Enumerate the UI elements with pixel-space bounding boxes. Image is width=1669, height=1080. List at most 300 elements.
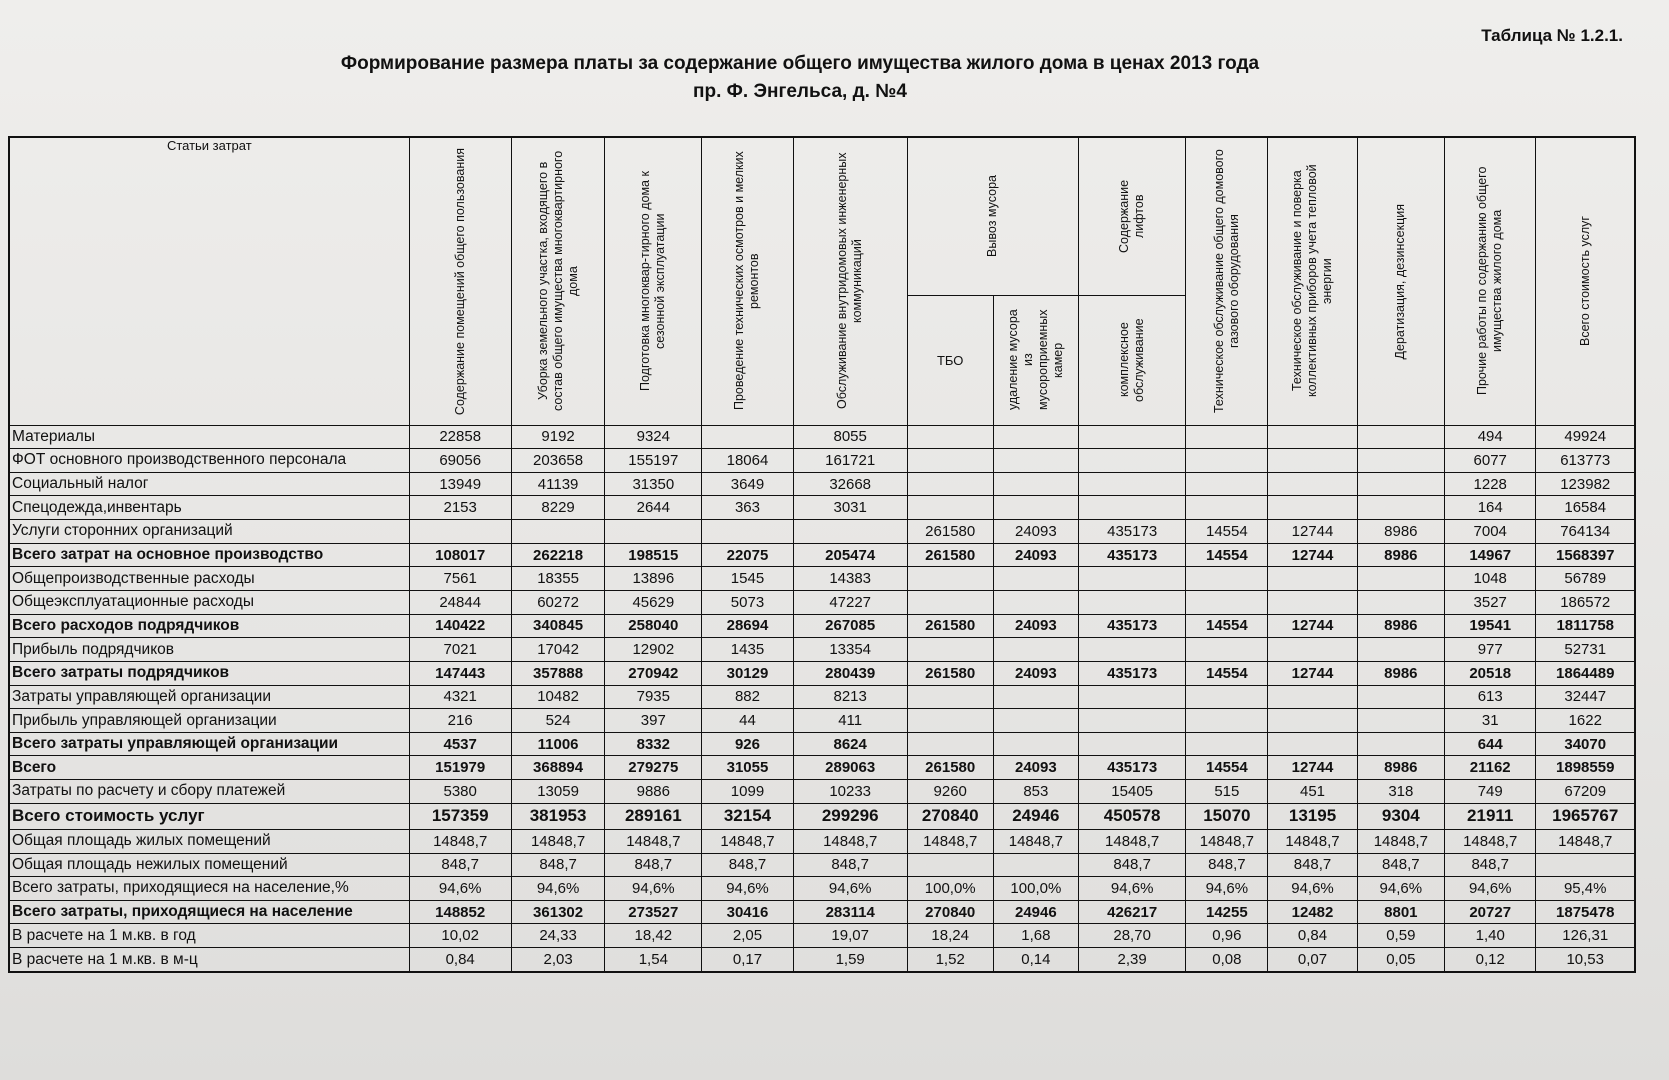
table-cell: 32154 — [702, 803, 794, 829]
header-lifts: Содержание лифтов — [1078, 137, 1185, 295]
table-row — [9, 709, 1635, 733]
table-cell — [1186, 638, 1268, 662]
table-cell: 24093 — [993, 614, 1078, 638]
table-cell: 2,05 — [702, 924, 794, 948]
table-cell: 1965767 — [1536, 803, 1635, 829]
table-cell — [511, 520, 605, 544]
table-cell — [907, 638, 993, 662]
title-line-2: пр. Ф. Энгельса, д. №4 — [693, 81, 907, 102]
table-cell: 22075 — [702, 543, 794, 567]
table-cell: 30129 — [702, 661, 794, 685]
table-cell — [1357, 496, 1444, 520]
table-cell — [1357, 472, 1444, 496]
table-cell: 0,84 — [1268, 924, 1357, 948]
table-cell: 161721 — [793, 449, 907, 473]
table-cell — [1078, 425, 1185, 449]
table-cell: 848,7 — [1078, 853, 1185, 877]
table-cell — [1357, 567, 1444, 591]
table-cell: 10233 — [793, 780, 907, 804]
table-cell: 9324 — [605, 425, 702, 449]
table-cell — [1078, 685, 1185, 709]
table-cell: 19,07 — [793, 924, 907, 948]
table-cell: 12902 — [605, 638, 702, 662]
table-cell: 17042 — [511, 638, 605, 662]
table-cell: 11006 — [511, 732, 605, 756]
table-cell: 270840 — [907, 900, 993, 924]
table-cell — [907, 853, 993, 877]
table-cell: 494 — [1444, 425, 1536, 449]
row-label: Всего затраты, приходящиеся на население — [9, 900, 409, 924]
table-cell: 12744 — [1268, 543, 1357, 567]
table-cell — [907, 496, 993, 520]
table-row — [9, 948, 1635, 972]
table-cell: 15070 — [1186, 803, 1268, 829]
table-cell: 10482 — [511, 685, 605, 709]
header-engineering: Обслуживание внутридомовых инженерных коммуникаций — [793, 137, 907, 425]
table-cell — [1078, 567, 1185, 591]
table-cell: 60272 — [511, 590, 605, 614]
table-cell: 361302 — [511, 900, 605, 924]
table-cell: 18,24 — [907, 924, 993, 948]
table-cell: 41139 — [511, 472, 605, 496]
table-cell: 279275 — [605, 756, 702, 780]
table-cell: 14848,7 — [907, 829, 993, 853]
table-number: Таблица № 1.2.1. — [1481, 26, 1623, 45]
row-label: Всего затрат на основное производство — [9, 543, 409, 567]
table-cell: 14848,7 — [702, 829, 794, 853]
table-cell: 155197 — [605, 449, 702, 473]
table-cell: 30416 — [702, 900, 794, 924]
header-deratization: Дератизация, дезинсекция — [1357, 137, 1444, 425]
table-cell: 14848,7 — [1186, 829, 1268, 853]
table-cell: 0,84 — [409, 948, 511, 972]
table-cell: 14554 — [1186, 756, 1268, 780]
row-label: Всего стоимость услуг — [9, 803, 409, 829]
table-cell: 21911 — [1444, 803, 1536, 829]
header-gas: Техническое обслуживание общего домового газового оборудования — [1186, 137, 1268, 425]
table-cell: 205474 — [793, 543, 907, 567]
table-cell: 14848,7 — [1536, 829, 1635, 853]
table-cell: 95,4% — [1536, 877, 1635, 901]
row-label: Прибыль подрядчиков — [9, 638, 409, 662]
table-cell: 848,7 — [793, 853, 907, 877]
table-cell: 3527 — [1444, 590, 1536, 614]
table-cell: 848,7 — [605, 853, 702, 877]
table-cell: 261580 — [907, 756, 993, 780]
table-cell: 1898559 — [1536, 756, 1635, 780]
table-cell: 267085 — [793, 614, 907, 638]
table-cell: 270840 — [907, 803, 993, 829]
table-cell: 0,05 — [1357, 948, 1444, 972]
table-cell — [1078, 709, 1185, 733]
header-land-cleaning: Уборка земельного участка, входящего в состав общего имущества многоквартирного дома — [511, 137, 605, 425]
table-cell: 848,7 — [1444, 853, 1536, 877]
table-cell — [1078, 449, 1185, 473]
table-cell — [1268, 496, 1357, 520]
table-cell — [1186, 449, 1268, 473]
row-label: Социальный налог — [9, 472, 409, 496]
table-cell: 164 — [1444, 496, 1536, 520]
table-cell: 363 — [702, 496, 794, 520]
header-items: Статьи затрат — [9, 137, 409, 425]
table-cell: 216 — [409, 709, 511, 733]
table-cell — [993, 685, 1078, 709]
table-cell: 5380 — [409, 780, 511, 804]
table-cell: 94,6% — [1078, 877, 1185, 901]
table-cell — [1186, 472, 1268, 496]
table-cell: 435173 — [1078, 661, 1185, 685]
table-cell: 381953 — [511, 803, 605, 829]
table-cell: 14255 — [1186, 900, 1268, 924]
table-cell: 14554 — [1186, 520, 1268, 544]
table-cell: 411 — [793, 709, 907, 733]
table-cell: 289161 — [605, 803, 702, 829]
row-label: Услуги сторонних организаций — [9, 520, 409, 544]
table-cell — [907, 425, 993, 449]
table-row — [9, 877, 1635, 901]
table-cell: 8332 — [605, 732, 702, 756]
table-cell: 31350 — [605, 472, 702, 496]
table-cell — [1357, 709, 1444, 733]
table-cell — [993, 449, 1078, 473]
table-cell — [1078, 638, 1185, 662]
header-garbage: Вывоз мусора — [907, 137, 1078, 295]
table-cell: 28,70 — [1078, 924, 1185, 948]
table-cell: 764134 — [1536, 520, 1635, 544]
table-cell: 882 — [702, 685, 794, 709]
table-cell: 0,17 — [702, 948, 794, 972]
table-cell: 157359 — [409, 803, 511, 829]
table-cell: 31055 — [702, 756, 794, 780]
table-cell — [907, 567, 993, 591]
row-label: В расчете на 1 м.кв. в м-ц — [9, 948, 409, 972]
table-row — [9, 853, 1635, 877]
table-cell: 4321 — [409, 685, 511, 709]
table-cell: 1864489 — [1536, 661, 1635, 685]
table-cell: 24,33 — [511, 924, 605, 948]
table-cell: 283114 — [793, 900, 907, 924]
table-cell: 126,31 — [1536, 924, 1635, 948]
table-cell: 10,53 — [1536, 948, 1635, 972]
table-cell — [993, 496, 1078, 520]
table-cell: 1,68 — [993, 924, 1078, 948]
row-label: Всего затраты управляющей организации — [9, 732, 409, 756]
table-cell: 451 — [1268, 780, 1357, 804]
table-cell: 644 — [1444, 732, 1536, 756]
table-cell: 94,6% — [793, 877, 907, 901]
table-row — [9, 900, 1635, 924]
table-cell: 18,42 — [605, 924, 702, 948]
table-cell: 435173 — [1078, 543, 1185, 567]
table-cell: 12744 — [1268, 520, 1357, 544]
table-cell: 3649 — [702, 472, 794, 496]
table-cell — [993, 732, 1078, 756]
table-cell: 1622 — [1536, 709, 1635, 733]
table-cell — [1186, 496, 1268, 520]
table-cell: 123982 — [1536, 472, 1635, 496]
table-cell: 12744 — [1268, 614, 1357, 638]
table-cell — [993, 425, 1078, 449]
table-cell: 31 — [1444, 709, 1536, 733]
row-label: Затраты по расчету и сбору платежей — [9, 780, 409, 804]
table-cell: 280439 — [793, 661, 907, 685]
table-cell: 435173 — [1078, 614, 1185, 638]
table-cell: 340845 — [511, 614, 605, 638]
table-cell: 8229 — [511, 496, 605, 520]
table-cell — [1536, 853, 1635, 877]
table-row — [9, 780, 1635, 804]
table-cell: 1,54 — [605, 948, 702, 972]
table-cell: 14848,7 — [511, 829, 605, 853]
table-cell — [1268, 590, 1357, 614]
table-cell: 20727 — [1444, 900, 1536, 924]
table-cell: 49924 — [1536, 425, 1635, 449]
table-cell: 14554 — [1186, 543, 1268, 567]
table-cell: 14848,7 — [993, 829, 1078, 853]
table-cell: 9886 — [605, 780, 702, 804]
table-cell — [993, 853, 1078, 877]
table-cell — [1186, 590, 1268, 614]
table-cell: 14848,7 — [1268, 829, 1357, 853]
table-cell — [1268, 732, 1357, 756]
table-cell: 94,6% — [511, 877, 605, 901]
table-cell: 848,7 — [1357, 853, 1444, 877]
table-cell: 47227 — [793, 590, 907, 614]
table-cell — [993, 638, 1078, 662]
table-cell: 273527 — [605, 900, 702, 924]
table-row — [9, 520, 1635, 544]
table-cell: 15405 — [1078, 780, 1185, 804]
table-cell: 524 — [511, 709, 605, 733]
table-cell: 435173 — [1078, 756, 1185, 780]
table-cell: 262218 — [511, 543, 605, 567]
table-cell: 203658 — [511, 449, 605, 473]
table-row — [9, 590, 1635, 614]
table-cell: 4537 — [409, 732, 511, 756]
table-cell: 94,6% — [605, 877, 702, 901]
row-label: Спецодежда,инвентарь — [9, 496, 409, 520]
table-row — [9, 496, 1635, 520]
table-cell — [1268, 472, 1357, 496]
table-cell — [907, 685, 993, 709]
table-cell: 357888 — [511, 661, 605, 685]
table-cell — [1357, 590, 1444, 614]
table-cell: 5073 — [702, 590, 794, 614]
table-cell: 19541 — [1444, 614, 1536, 638]
table-cell: 108017 — [409, 543, 511, 567]
header-heat-meters: Техническое обслуживание и поверка коллективных приборов учета тепловой энергии — [1268, 137, 1357, 425]
table-cell — [1357, 685, 1444, 709]
table-cell: 977 — [1444, 638, 1536, 662]
table-cell: 14848,7 — [1357, 829, 1444, 853]
table-cell: 94,6% — [1268, 877, 1357, 901]
table-cell: 853 — [993, 780, 1078, 804]
table-row — [9, 449, 1635, 473]
row-label: Общеэксплуатационные расходы — [9, 590, 409, 614]
table-cell: 21162 — [1444, 756, 1536, 780]
table-cell — [702, 520, 794, 544]
table-cell: 94,6% — [1186, 877, 1268, 901]
table-cell — [793, 520, 907, 544]
table-cell — [1186, 425, 1268, 449]
table-cell: 16584 — [1536, 496, 1635, 520]
table-cell: 12744 — [1268, 756, 1357, 780]
table-cell: 2,39 — [1078, 948, 1185, 972]
table-cell — [907, 709, 993, 733]
table-cell: 0,12 — [1444, 948, 1536, 972]
table-cell: 24093 — [993, 661, 1078, 685]
page-title — [230, 50, 1370, 106]
table-cell: 435173 — [1078, 520, 1185, 544]
table-cell: 2153 — [409, 496, 511, 520]
table-cell: 426217 — [1078, 900, 1185, 924]
table-cell: 261580 — [907, 543, 993, 567]
table-cell: 12482 — [1268, 900, 1357, 924]
table-cell: 0,08 — [1186, 948, 1268, 972]
table-cell: 8055 — [793, 425, 907, 449]
table-cell: 261580 — [907, 661, 993, 685]
table-cell: 18355 — [511, 567, 605, 591]
table-cell: 318 — [1357, 780, 1444, 804]
table-cell: 14967 — [1444, 543, 1536, 567]
table-cell: 261580 — [907, 520, 993, 544]
header-lifts-sub: комплексное обслуживание — [1078, 295, 1185, 425]
table-cell — [1357, 425, 1444, 449]
table-cell: 749 — [1444, 780, 1536, 804]
table-cell: 24093 — [993, 756, 1078, 780]
table-cell: 52731 — [1536, 638, 1635, 662]
table-cell: 1811758 — [1536, 614, 1635, 638]
table-cell — [1186, 567, 1268, 591]
table-cell: 20518 — [1444, 661, 1536, 685]
table-cell: 0,14 — [993, 948, 1078, 972]
table-cell: 1568397 — [1536, 543, 1635, 567]
table-cell: 13949 — [409, 472, 511, 496]
table-cell: 848,7 — [1268, 853, 1357, 877]
table-cell: 14848,7 — [605, 829, 702, 853]
table-cell: 1,40 — [1444, 924, 1536, 948]
table-cell: 32668 — [793, 472, 907, 496]
table-cell: 8213 — [793, 685, 907, 709]
table-cell — [1268, 449, 1357, 473]
table-cell: 94,6% — [1357, 877, 1444, 901]
table-cell: 613 — [1444, 685, 1536, 709]
header-other-works: Прочие работы по содержанию общего имущества жилого дома — [1444, 137, 1536, 425]
table-cell: 9192 — [511, 425, 605, 449]
table-cell: 848,7 — [409, 853, 511, 877]
table-cell: 9304 — [1357, 803, 1444, 829]
table-cell: 1435 — [702, 638, 794, 662]
table-cell: 848,7 — [511, 853, 605, 877]
table-cell: 8801 — [1357, 900, 1444, 924]
row-label: Затраты управляющей организации — [9, 685, 409, 709]
table-cell — [1268, 567, 1357, 591]
table-cell: 14383 — [793, 567, 907, 591]
table-row — [9, 924, 1635, 948]
table-cell: 926 — [702, 732, 794, 756]
table-cell: 848,7 — [1186, 853, 1268, 877]
header-tbo: ТБО — [907, 295, 993, 425]
row-label: Общая площадь жилых помещений — [9, 829, 409, 853]
table-cell — [993, 472, 1078, 496]
table-cell: 14848,7 — [793, 829, 907, 853]
table-cell — [993, 567, 1078, 591]
table-cell — [1268, 709, 1357, 733]
row-label: Всего расходов подрядчиков — [9, 614, 409, 638]
table-cell: 1,52 — [907, 948, 993, 972]
table-cell: 299296 — [793, 803, 907, 829]
table-cell: 7021 — [409, 638, 511, 662]
row-label: Всего — [9, 756, 409, 780]
table-cell: 140422 — [409, 614, 511, 638]
table-cell: 94,6% — [1444, 877, 1536, 901]
table-cell: 10,02 — [409, 924, 511, 948]
table-cell: 94,6% — [409, 877, 511, 901]
table-cell: 67209 — [1536, 780, 1635, 804]
table-cell — [1268, 685, 1357, 709]
table-cell: 6077 — [1444, 449, 1536, 473]
table-cell: 613773 — [1536, 449, 1635, 473]
table-row — [9, 685, 1635, 709]
table-cell — [1078, 732, 1185, 756]
table-cell: 2,03 — [511, 948, 605, 972]
row-label: ФОТ основного производственного персонала — [9, 449, 409, 473]
table-cell: 8986 — [1357, 614, 1444, 638]
header-seasonal-prep: Подготовка многоквар-тирного дома к сезонной эксплуатации — [605, 137, 702, 425]
header-chute: удаление мусора из мусороприемных камер — [993, 295, 1078, 425]
table-cell: 3031 — [793, 496, 907, 520]
table-cell: 261580 — [907, 614, 993, 638]
cost-table — [8, 136, 1636, 973]
table-cell: 14554 — [1186, 661, 1268, 685]
table-cell: 69056 — [409, 449, 511, 473]
table-row — [9, 803, 1635, 829]
table-cell — [605, 520, 702, 544]
header-inspections: Проведение технических осмотров и мелких ремонтов — [702, 137, 794, 425]
header-common-areas: Содержание помещений общего пользования — [409, 137, 511, 425]
table-cell — [1357, 732, 1444, 756]
table-cell: 515 — [1186, 780, 1268, 804]
table-cell: 148852 — [409, 900, 511, 924]
table-cell: 44 — [702, 709, 794, 733]
table-cell — [1268, 638, 1357, 662]
row-label: Общая площадь нежилых помещений — [9, 853, 409, 877]
table-cell: 100,0% — [993, 877, 1078, 901]
table-cell: 13195 — [1268, 803, 1357, 829]
table-cell — [907, 449, 993, 473]
table-row — [9, 425, 1635, 449]
table-cell: 186572 — [1536, 590, 1635, 614]
table-cell: 100,0% — [907, 877, 993, 901]
table-row — [9, 661, 1635, 685]
table-cell: 14848,7 — [1078, 829, 1185, 853]
header-total: Всего стоимость услуг — [1536, 137, 1635, 425]
table-cell: 1099 — [702, 780, 794, 804]
table-cell: 289063 — [793, 756, 907, 780]
table-cell: 24844 — [409, 590, 511, 614]
table-cell: 94,6% — [702, 877, 794, 901]
row-label: В расчете на 1 м.кв. в год — [9, 924, 409, 948]
table-cell: 24946 — [993, 900, 1078, 924]
table-cell: 0,96 — [1186, 924, 1268, 948]
table-cell: 397 — [605, 709, 702, 733]
table-cell: 0,59 — [1357, 924, 1444, 948]
table-cell — [993, 709, 1078, 733]
table-cell: 1048 — [1444, 567, 1536, 591]
table-row — [9, 472, 1635, 496]
table-cell: 7561 — [409, 567, 511, 591]
table-cell: 198515 — [605, 543, 702, 567]
